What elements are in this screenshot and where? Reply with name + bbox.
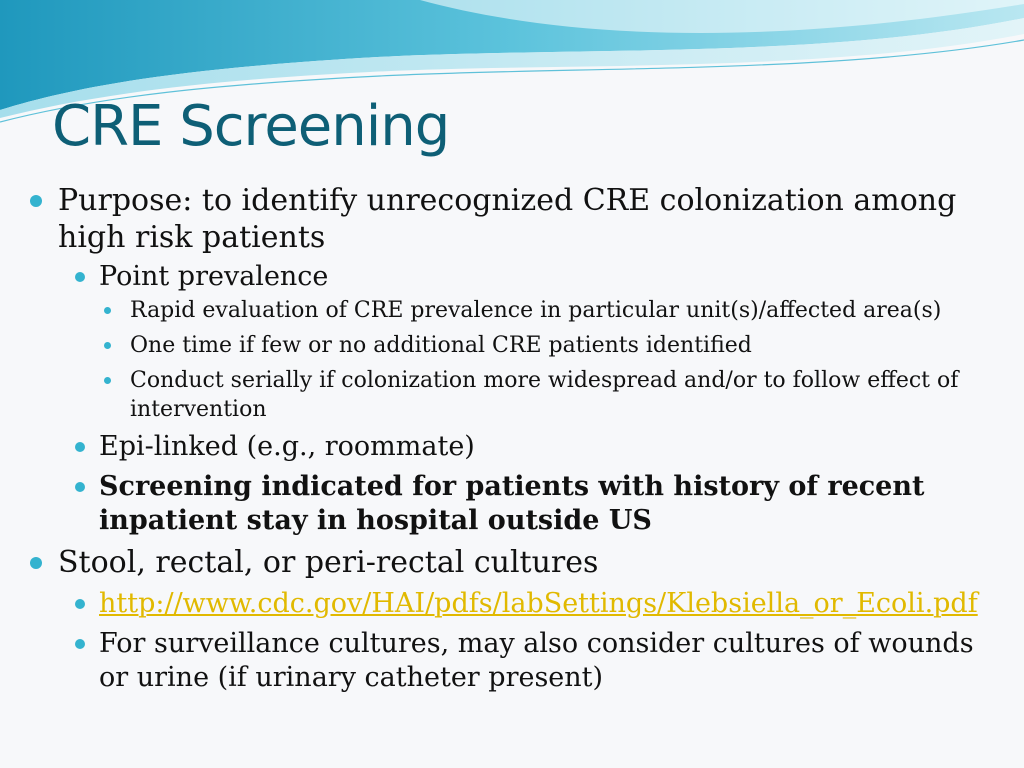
bullet-purpose — [0, 182, 1024, 256]
bullet-text: Point prevalence — [99, 261, 329, 292]
bullet-one-time — [0, 331, 1024, 360]
bullet-text: Rapid evaluation of CRE prevalence in particular unit(s)/affected area(s) — [130, 298, 942, 323]
bullet-cultures — [0, 544, 1024, 581]
bullet-dot-icon — [75, 442, 85, 452]
bullet-conduct-serially — [0, 366, 1024, 424]
bullet-dot-icon — [104, 307, 111, 314]
bullet-dot-icon — [104, 342, 111, 349]
slide-title: CRE Screening — [52, 94, 450, 159]
bullet-rapid-evaluation — [0, 296, 1024, 325]
bullet-text: Purpose: to identify unrecognized CRE colonization among high risk patients — [58, 183, 957, 255]
bullet-text: One time if few or no additional CRE patients identified — [130, 333, 752, 358]
bullet-text: Stool, rectal, or peri-rectal cultures — [58, 545, 599, 580]
bullet-dot-icon — [104, 377, 111, 384]
bullet-cdc-link — [0, 587, 1024, 621]
bullet-text: Screening indicated for patients with history of recent inpatient stay in hospital outside US — [99, 471, 925, 536]
bullet-surveillance — [0, 627, 1024, 695]
bullet-screening-indicated — [0, 470, 1024, 538]
bullet-dot-icon — [75, 639, 85, 649]
bullet-text: Conduct serially if colonization more widespread and/or to follow effect of intervention — [130, 368, 959, 422]
bullet-dot-icon — [75, 272, 85, 282]
bullet-dot-icon — [30, 195, 42, 207]
bullet-dot-icon — [75, 482, 85, 492]
bullet-epi-linked — [0, 430, 1024, 464]
bullet-list — [0, 182, 1024, 695]
bullet-text: For surveillance cultures, may also consider cultures of wounds or urine (if urinary catheter present) — [99, 628, 974, 693]
bullet-dot-icon — [30, 557, 42, 569]
cdc-guidance-link[interactable]: http://www.cdc.gov/HAI/pdfs/labSettings/Klebsiella_or_Ecoli.pdf — [99, 588, 978, 619]
bullet-dot-icon — [75, 599, 85, 609]
bullet-point-prevalence — [0, 260, 1024, 294]
bullet-text: Epi-linked (e.g., roommate) — [99, 431, 475, 462]
